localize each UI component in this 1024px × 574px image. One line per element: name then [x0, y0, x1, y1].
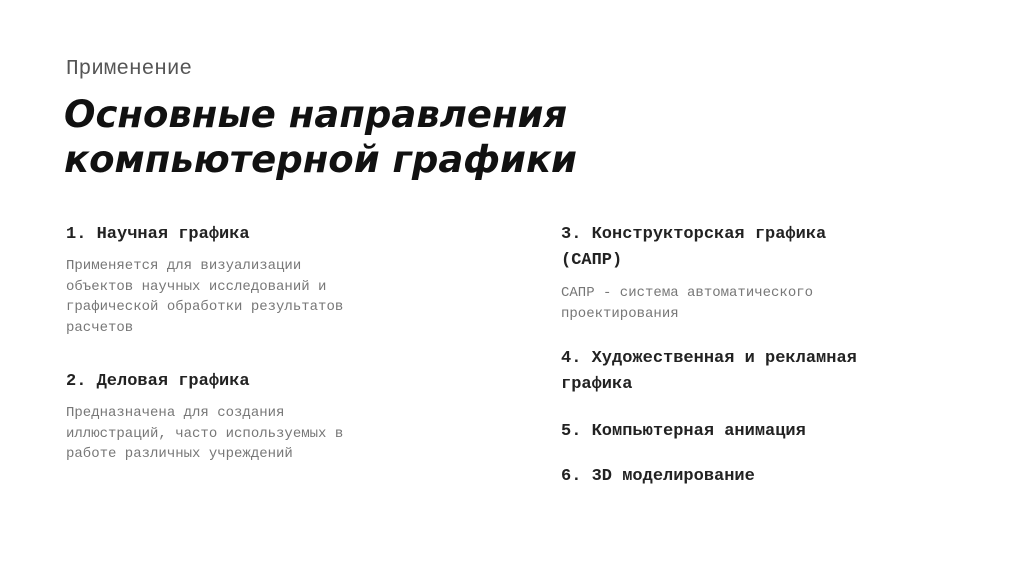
- item-heading: 3. Конструкторская графика (САПР): [561, 225, 827, 270]
- item-heading: 2. Деловая графика: [66, 372, 250, 391]
- slide-title: Основные направления компьютерной графики: [64, 93, 577, 181]
- item-3d-modeling: [561, 464, 921, 490]
- slide-subtitle: Применение: [66, 58, 193, 81]
- item-heading: 1. Научная графика: [66, 225, 250, 244]
- item-description: САПР - система автоматического проектирования: [561, 285, 814, 322]
- item-design-graphics: [561, 222, 891, 324]
- item-business-graphics: [66, 369, 396, 465]
- item-description: Предназначена для создания иллюстраций, часто используемых в работе различных учреждений: [66, 405, 344, 462]
- item-art-advertising-graphics: [561, 346, 891, 398]
- item-description: Применяется для визуализации объектов научных исследований и графической обработки результатов расчетов: [66, 258, 344, 336]
- item-heading: 5. Компьютерная анимация: [561, 422, 806, 441]
- item-computer-animation: [561, 419, 921, 445]
- item-heading: 6. 3D моделирование: [561, 467, 755, 486]
- item-scientific-graphics: [66, 222, 396, 338]
- item-heading: 4. Художественная и рекламная графика: [561, 349, 857, 394]
